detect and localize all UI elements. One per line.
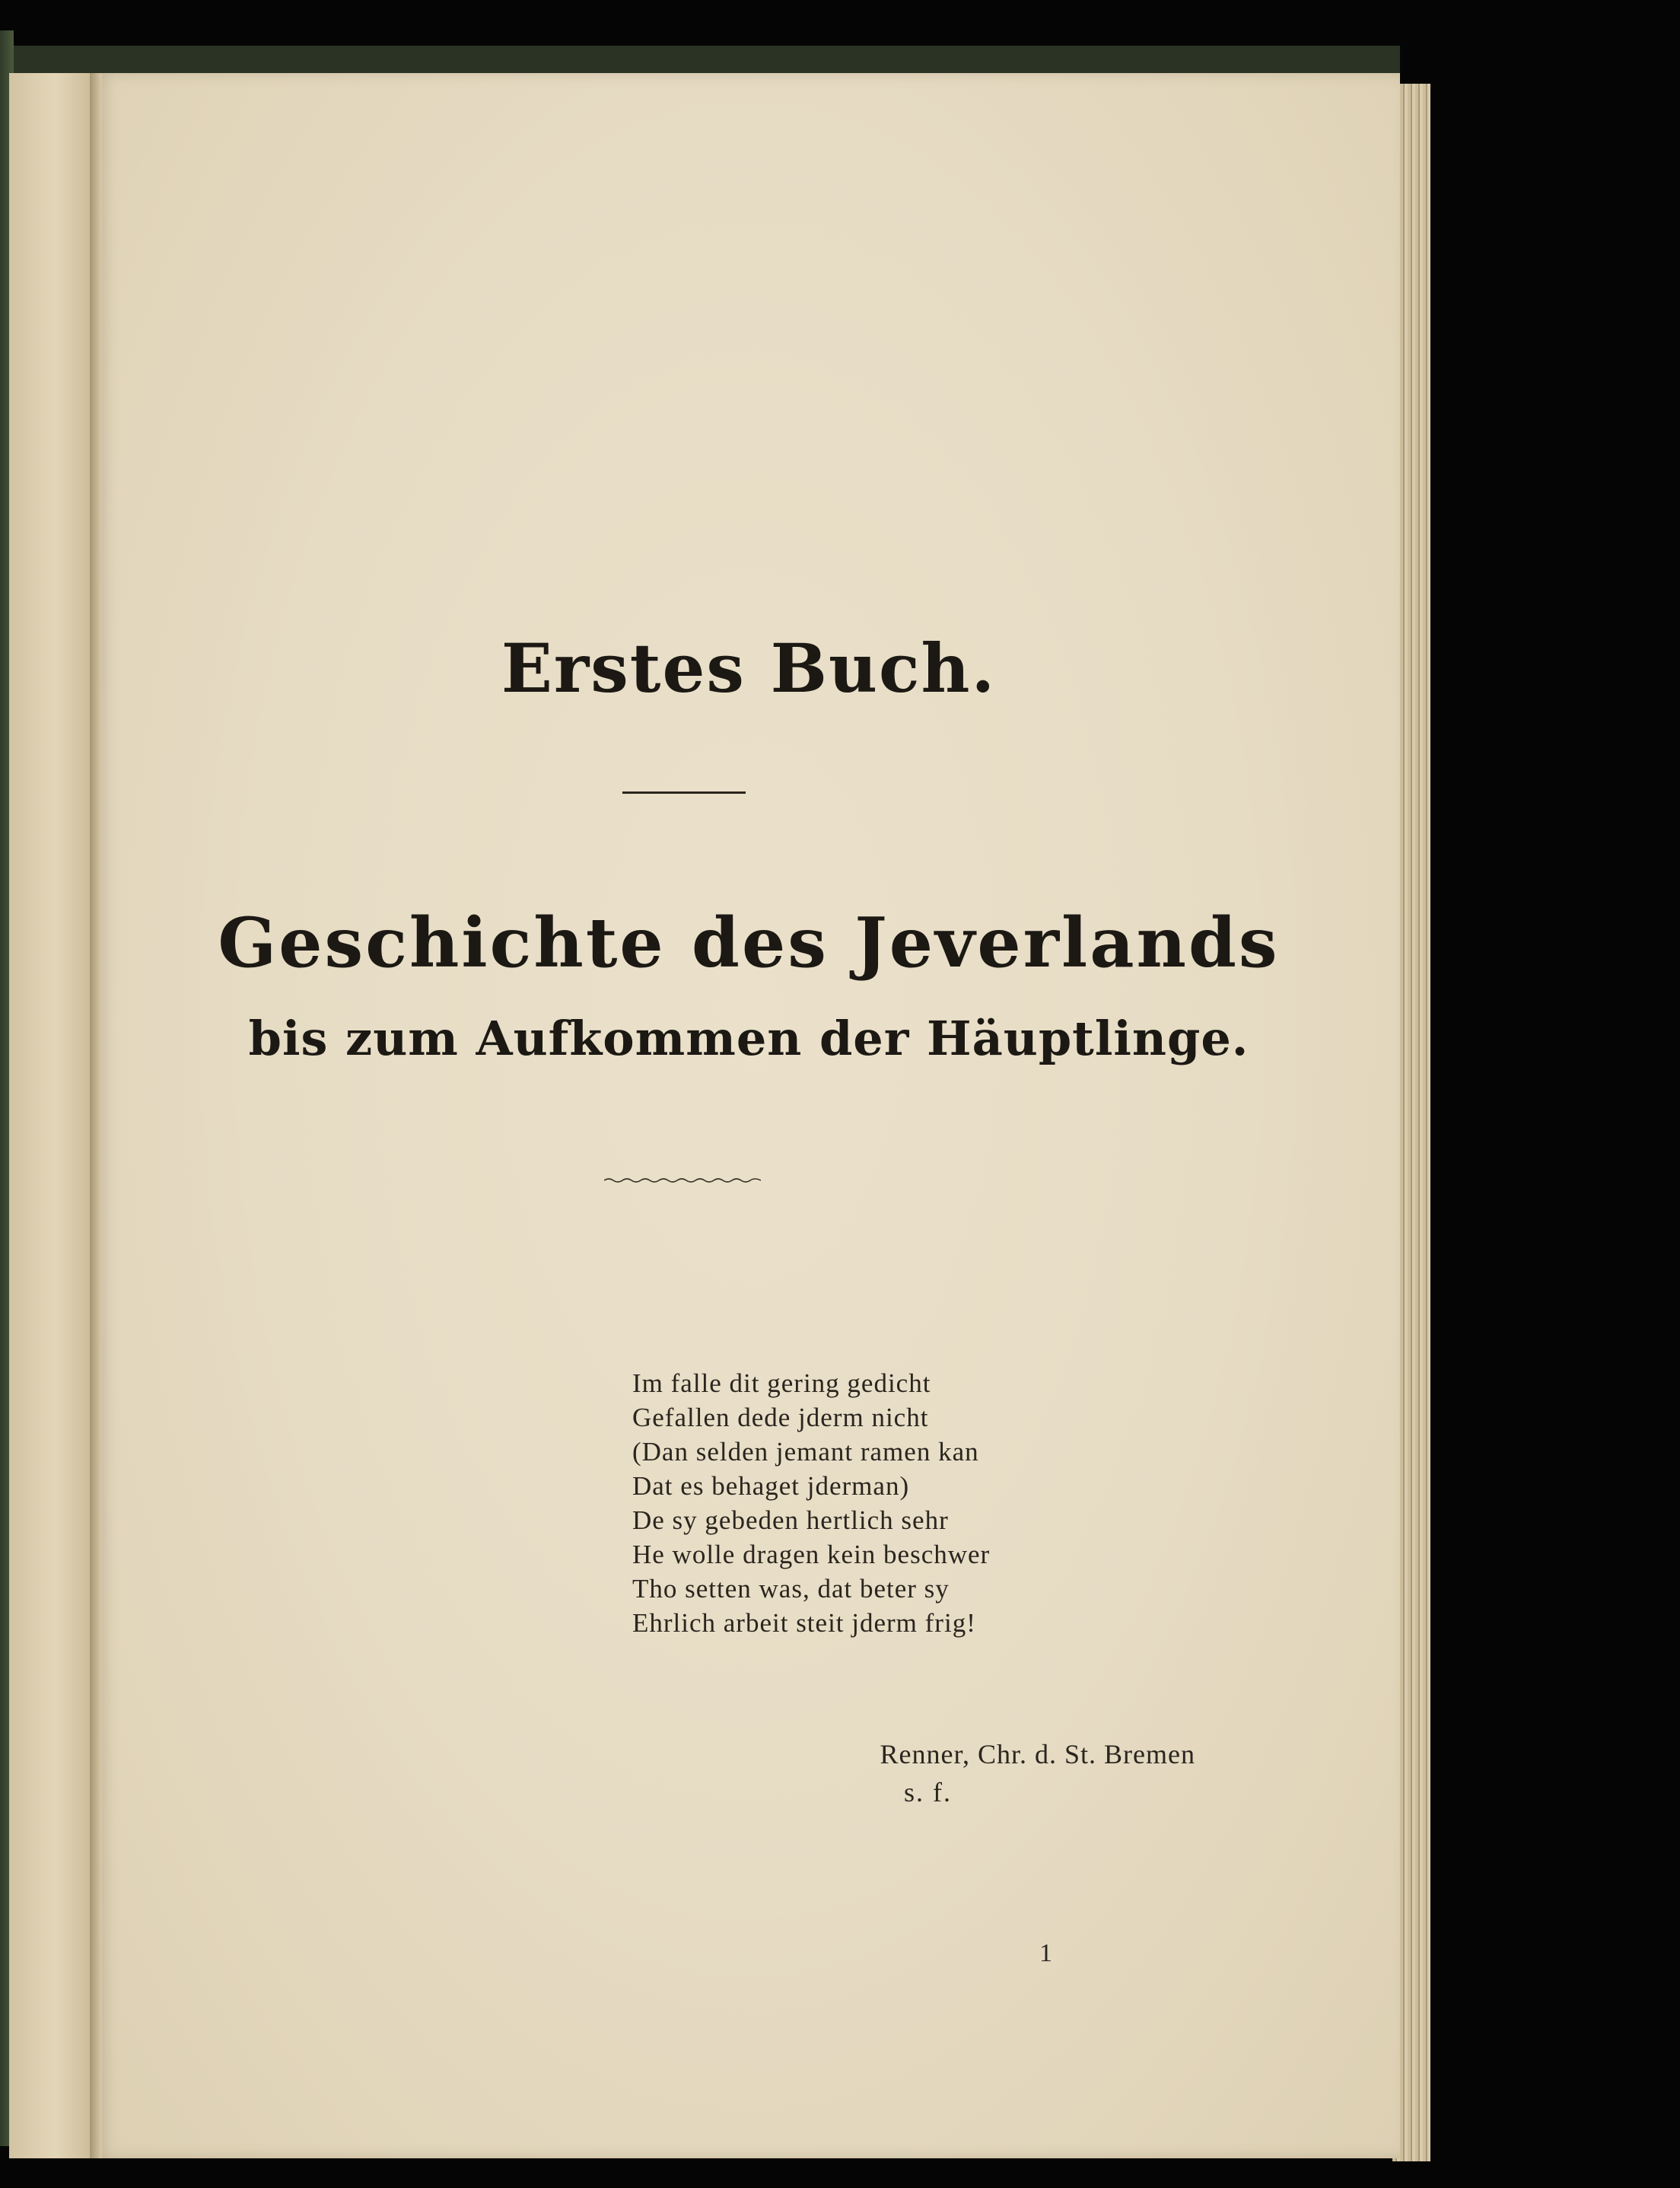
chapter-subtitle: bis zum Aufkommen der Häuptlinge. xyxy=(248,1011,1249,1066)
title-rule xyxy=(622,791,746,794)
poem-line: He wolle dragen kein beschwer xyxy=(632,1540,991,1569)
book-page xyxy=(97,73,1400,2158)
epigraph-attribution: Renner, Chr. d. St. Bremen xyxy=(880,1739,1195,1769)
page-gutter xyxy=(90,73,102,2158)
poem-line: Im falle dit gering gedicht xyxy=(632,1368,931,1398)
book-title: Erstes Buch. xyxy=(501,629,997,708)
poem-line: De sy gebeden hertlich sehr xyxy=(632,1505,949,1535)
previous-page-edge xyxy=(9,73,94,2158)
wave-ornament xyxy=(604,1175,761,1186)
poem-line: Dat es behaget jderman) xyxy=(632,1471,910,1501)
epigraph-attribution-note: s. f. xyxy=(904,1777,952,1807)
chapter-title: Geschichte des Jeverlands xyxy=(218,903,1280,983)
page-number: 1 xyxy=(1039,1939,1052,1967)
poem-line: Ehrlich arbeit steit jderm frig! xyxy=(632,1608,976,1638)
epigraph-poem xyxy=(632,1366,990,1640)
poem-line: Tho setten was, dat beter sy xyxy=(632,1574,950,1604)
poem-line: Gefallen dede jderm nicht xyxy=(632,1403,929,1432)
poem-line: (Dan selden jemant ramen kan xyxy=(632,1437,979,1467)
